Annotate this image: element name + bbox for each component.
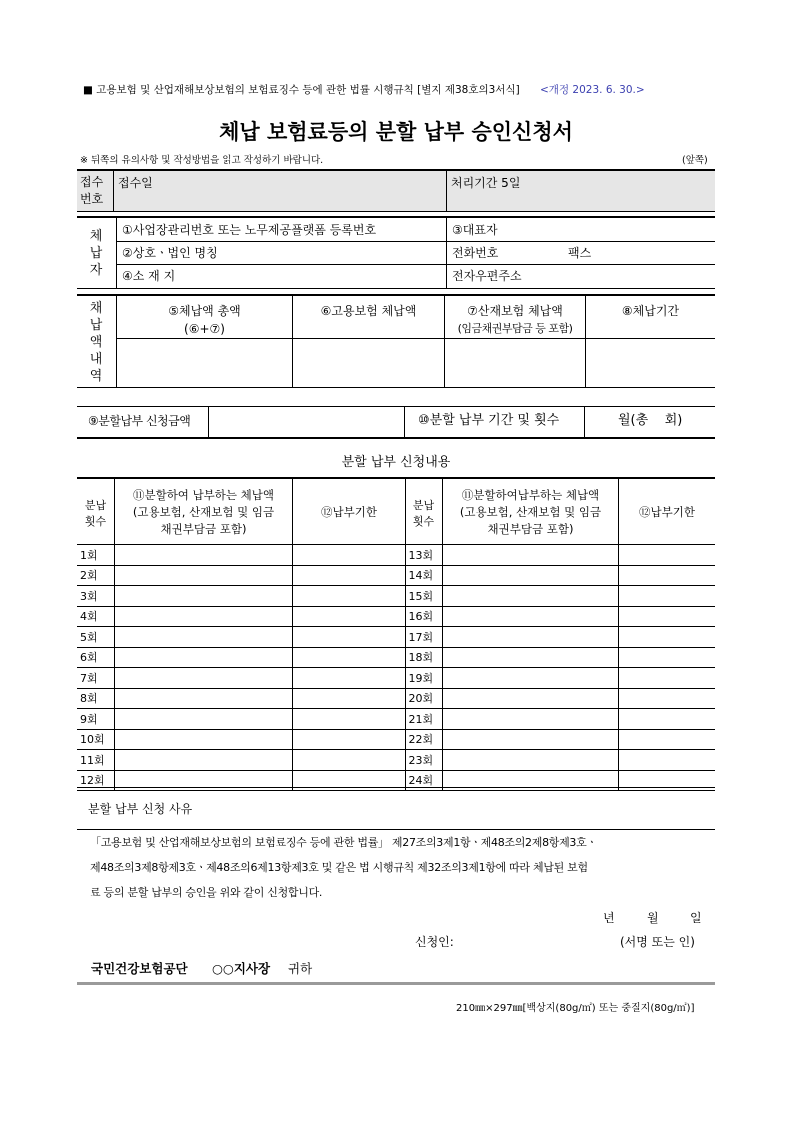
applicant-label: 신청인:	[415, 935, 454, 949]
installment-no-cell: 17회	[405, 627, 442, 648]
installment-no-cell: 5회	[77, 627, 114, 648]
installment-due-cell[interactable]	[292, 709, 405, 730]
table-row	[77, 586, 715, 607]
arrears-side-label-5: 역	[89, 369, 103, 384]
declaration-line-2: 제48조의3제8항제3호ㆍ제48조의6제13항제3호 및 같은 법 시행규칙 제32조의3제1항에 따라 체납된 보험	[90, 861, 588, 874]
table-row	[77, 709, 715, 730]
installment-table	[77, 544, 715, 791]
total-arrears-label: ⑤체납액 총액	[168, 304, 241, 318]
installment-no-cell: 20회	[405, 688, 442, 709]
address-field[interactable]: ④소 재 지	[122, 269, 176, 283]
arrears-side-label-4: 내	[89, 352, 103, 367]
declaration-line-3: 료 등의 분할 납부의 승인을 위와 같이 신청합니다.	[90, 886, 323, 899]
installment-amount-cell[interactable]	[442, 586, 618, 607]
installment-due-cell[interactable]	[292, 647, 405, 668]
installment-amount-cell[interactable]	[442, 750, 618, 771]
col-amount-label-left-2: (고용보험, 산재보험 및 임금	[132, 505, 275, 519]
installment-due-cell[interactable]	[292, 688, 405, 709]
paper-spec-footer: 210㎜×297㎜[백상지(80g/㎡) 또는 중질지(80g/㎡)]	[456, 1003, 695, 1014]
installment-due-cell[interactable]	[292, 606, 405, 627]
installment-no-cell: 10회	[77, 729, 114, 750]
fax-field[interactable]: 팩스	[568, 246, 592, 260]
installment-amount-cell[interactable]	[442, 627, 618, 648]
installment-amount-cell[interactable]	[442, 647, 618, 668]
table-row	[77, 545, 715, 566]
recipient-org: 국민건강보험공단	[91, 961, 188, 976]
installment-no-cell: 7회	[77, 668, 114, 689]
installment-amount-cell[interactable]	[114, 545, 292, 566]
installment-amount-cell[interactable]	[442, 606, 618, 627]
table-row	[77, 688, 715, 709]
processing-period: 처리기간 5일	[451, 176, 521, 190]
company-field[interactable]: ②상호ㆍ법인 명칭	[122, 246, 218, 260]
month-count-field[interactable]: 월(총 회)	[618, 413, 683, 428]
table-row	[77, 627, 715, 648]
instruction-note: ※ 뒤쪽의 유의사항 및 작성방법을 읽고 작성하기 바랍니다.	[80, 155, 324, 166]
receipt-block	[77, 171, 715, 211]
revision-note: <개정 2023. 6. 30.>	[540, 84, 645, 96]
col-no-label-right-2: 횟수	[412, 515, 435, 528]
table-row	[77, 750, 715, 771]
installment-due-cell[interactable]	[292, 545, 405, 566]
installment-amount-cell[interactable]	[114, 606, 292, 627]
installment-amount-cell[interactable]	[114, 709, 292, 730]
installment-due-cell[interactable]	[618, 627, 715, 648]
installment-no-cell: 14회	[405, 565, 442, 586]
phone-field[interactable]: 전화번호	[452, 246, 499, 260]
request-amount-label: ⑨분할납부 신청금액	[88, 414, 191, 428]
installment-no-cell: 18회	[405, 647, 442, 668]
law-reference: ■ 고용보험 및 산업재해보상보험의 보험료징수 등에 관한 법률 시행규칙 [별지 제38호의3서식]	[83, 84, 520, 96]
installment-due-cell[interactable]	[618, 729, 715, 750]
ceo-field[interactable]: ③대표자	[452, 223, 498, 237]
installment-due-cell[interactable]	[618, 668, 715, 689]
col-due-label-left: ⑫납부기한	[321, 505, 377, 519]
accident-arrears-note: (임금채권부담금 등 포함)	[457, 322, 573, 335]
installment-no-cell: 15회	[405, 586, 442, 607]
total-arrears-formula: (⑥+⑦)	[184, 322, 225, 336]
request-period-label: ⑩분할 납부 기간 및 횟수	[418, 413, 560, 428]
table-row	[77, 729, 715, 750]
col-due-label-right: ⑫납부기한	[639, 505, 695, 519]
date-year[interactable]: 년	[603, 911, 615, 925]
col-no-label-left: 분납	[84, 499, 107, 512]
installment-amount-cell[interactable]	[114, 647, 292, 668]
email-field[interactable]: 전자우편주소	[452, 269, 522, 283]
reason-label: 분할 납부 신청 사유	[88, 802, 193, 816]
installment-due-cell[interactable]	[618, 709, 715, 730]
table-row	[77, 606, 715, 627]
installment-no-cell: 4회	[77, 606, 114, 627]
installment-no-cell: 19회	[405, 668, 442, 689]
installment-amount-cell[interactable]	[442, 709, 618, 730]
installment-no-cell: 22회	[405, 729, 442, 750]
debtor-side-label-3: 자	[89, 263, 103, 278]
installment-no-cell: 3회	[77, 586, 114, 607]
installment-no-cell: 16회	[405, 606, 442, 627]
installment-due-cell[interactable]	[292, 668, 405, 689]
installment-due-cell[interactable]	[618, 586, 715, 607]
accident-arrears-label: ⑦산재보험 체납액	[467, 304, 563, 318]
installment-due-cell[interactable]	[292, 627, 405, 648]
col-no-label-left-2: 횟수	[84, 515, 107, 528]
installment-no-cell: 6회	[77, 647, 114, 668]
installment-due-cell[interactable]	[618, 565, 715, 586]
debtor-side-label-2: 납	[89, 246, 103, 261]
installment-no-cell: 24회	[405, 770, 442, 791]
form-title: 체납 보험료등의 분할 납부 승인신청서	[219, 120, 573, 144]
installment-no-cell: 1회	[77, 545, 114, 566]
col-amount-label-left-3: 채권부담금 포함)	[160, 522, 247, 536]
installment-amount-cell[interactable]	[114, 729, 292, 750]
installment-amount-cell[interactable]	[114, 586, 292, 607]
installment-amount-cell[interactable]	[114, 750, 292, 771]
table-row	[77, 647, 715, 668]
installment-no-cell: 2회	[77, 565, 114, 586]
installment-amount-cell[interactable]	[442, 565, 618, 586]
table-row	[77, 565, 715, 586]
arrears-side-label-2: 납	[89, 318, 103, 333]
employment-arrears-label: ⑥고용보험 체납액	[320, 304, 417, 318]
biz-no-field[interactable]: ①사업장관리번호 또는 노무제공플랫폼 등록번호	[122, 223, 377, 237]
declaration-line-1: 「고용보험 및 산업재해보상보험의 보험료징수 등에 관한 법률」 제27조의3제1항ㆍ제48조의2제8항제3호ㆍ	[90, 836, 597, 849]
receipt-date-label: 접수일	[118, 176, 153, 190]
installment-no-cell: 21회	[405, 709, 442, 730]
arrears-period-label: ⑧체납기간	[621, 304, 680, 318]
date-month[interactable]: 월	[647, 911, 659, 925]
installment-amount-cell[interactable]	[442, 668, 618, 689]
recipient-branch: ○○지사장	[212, 961, 271, 976]
bottom-border	[77, 982, 715, 985]
col-amount-label-right-3: 채권부담금 포함)	[487, 522, 574, 536]
installment-no-cell: 23회	[405, 750, 442, 771]
arrears-side-label-1: 채	[89, 301, 103, 316]
installment-due-cell[interactable]	[292, 586, 405, 607]
installment-no-cell: 8회	[77, 688, 114, 709]
installment-due-cell[interactable]	[618, 647, 715, 668]
arrears-side-label-3: 액	[89, 335, 103, 350]
installment-no-cell: 12회	[77, 770, 114, 791]
installment-due-cell[interactable]	[292, 565, 405, 586]
installment-no-cell: 13회	[405, 545, 442, 566]
col-amount-label-right-2: (고용보험, 산재보험 및 임금	[459, 505, 602, 519]
installment-due-cell[interactable]	[618, 750, 715, 771]
installment-due-cell[interactable]	[292, 750, 405, 771]
installment-no-cell: 11회	[77, 750, 114, 771]
table-row	[77, 668, 715, 689]
installment-amount-cell[interactable]	[114, 668, 292, 689]
installment-amount-cell[interactable]	[114, 565, 292, 586]
signature-field[interactable]: (서명 또는 인)	[620, 935, 695, 949]
receipt-no-label: 접수	[80, 175, 104, 189]
installment-amount-cell[interactable]	[114, 688, 292, 709]
page-side-label: (앞쪽)	[682, 155, 708, 166]
date-day[interactable]: 일	[690, 911, 702, 925]
col-amount-label-left: ⑪분할하여 납부하는 체납액	[132, 488, 274, 502]
installment-due-cell[interactable]	[618, 688, 715, 709]
installment-due-cell[interactable]	[292, 729, 405, 750]
installments-title: 분할 납부 신청내용	[341, 455, 451, 470]
installment-amount-cell[interactable]	[114, 627, 292, 648]
installment-no-cell: 9회	[77, 709, 114, 730]
debtor-side-label-1: 체	[89, 229, 103, 244]
receipt-no-label-2: 번호	[80, 192, 104, 206]
installment-amount-cell[interactable]	[442, 688, 618, 709]
installment-due-cell[interactable]	[618, 606, 715, 627]
recipient-suffix: 귀하	[288, 961, 313, 976]
col-amount-label-right: ⑪분할하여납부하는 체납액	[461, 488, 600, 502]
installment-amount-cell[interactable]	[442, 545, 618, 566]
installment-due-cell[interactable]	[618, 545, 715, 566]
col-no-label-right: 분납	[412, 499, 435, 512]
installment-amount-cell[interactable]	[442, 729, 618, 750]
